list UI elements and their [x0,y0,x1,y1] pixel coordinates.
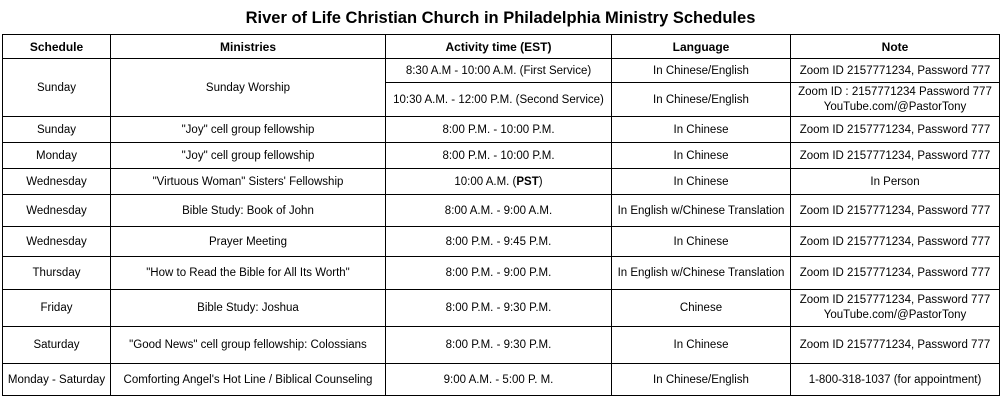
ministry-cell: "Joy" cell group fellowship [111,143,386,169]
time-cell: 8:00 P.M. - 9:30 P.M. [386,327,612,364]
note-cell: Zoom ID 2157771234, Password 777 [791,59,1000,83]
header-row [3,35,1000,59]
language-cell: Chinese [612,290,791,327]
header-ministries: Ministries [111,35,386,59]
time-cell: 8:00 P.M. - 10:00 P.M. [386,117,612,143]
language-cell: In Chinese [612,143,791,169]
note-cell [791,83,1000,117]
timezone-text: PST [516,175,539,188]
time-cell: 9:00 A.M. - 5:00 P. M. [386,364,612,396]
table-row [3,257,1000,290]
language-cell: In Chinese/English [612,364,791,396]
ministry-cell: Bible Study: Joshua [111,290,386,327]
note-cell: Zoom ID 2157771234, Password 777 [791,257,1000,290]
time-cell: 8:30 A.M - 10:00 A.M. (First Service) [386,59,612,83]
youtube-link: YouTube.com/@PastorTony [823,309,967,321]
schedule-cell: Thursday [3,257,111,290]
ministry-cell: "Good News" cell group fellowship: Colossians [111,327,386,364]
time-cell: 8:00 A.M. - 9:00 A.M. [386,195,612,227]
note-cell: Zoom ID 2157771234, Password 777 [791,143,1000,169]
ministry-cell: "How to Read the Bible for All Its Worth" [111,257,386,290]
language-cell: In Chinese [612,169,791,195]
language-cell: In English w/Chinese Translation [612,195,791,227]
table-row [3,143,1000,169]
header-activity-time: Activity time (EST) [386,35,612,59]
language-cell: In Chinese [612,227,791,257]
time-cell [386,169,612,195]
table-row [3,290,1000,327]
time-cell: 8:00 P.M. - 9:30 P.M. [386,290,612,327]
note-cell [791,290,1000,327]
table-row [3,169,1000,195]
ministry-cell: Sunday Worship [111,59,386,117]
youtube-link: YouTube.com/@PastorTony [823,100,967,113]
language-cell: In Chinese [612,327,791,364]
table-row [3,227,1000,257]
language-cell: In Chinese [612,117,791,143]
page-title: River of Life Christian Church in Philadelphia Ministry Schedules [245,9,756,27]
schedule-table [2,34,1000,396]
language-cell: In Chinese/English [612,83,791,117]
time-text: 10:00 A.M. ( [454,175,517,188]
table-row [3,327,1000,364]
table-row [3,364,1000,396]
language-cell: In Chinese/English [612,59,791,83]
note-cell: Zoom ID 2157771234, Password 777 [791,117,1000,143]
schedule-cell: Wednesday [3,227,111,257]
note-cell: In Person [791,169,1000,195]
ministry-cell: Prayer Meeting [111,227,386,257]
schedule-cell: Wednesday [3,169,111,195]
ministry-cell: "Virtuous Woman" Sisters' Fellowship [111,169,386,195]
ministry-cell: "Joy" cell group fellowship [111,117,386,143]
note-cell: 1-800-318-1037 (for appointment) [791,364,1000,396]
table-row [3,195,1000,227]
schedule-cell: Saturday [3,327,111,364]
header-schedule: Schedule [3,35,111,59]
note-cell: Zoom ID 2157771234, Password 777 [791,227,1000,257]
note-cell: Zoom ID 2157771234, Password 777 [791,195,1000,227]
time-cell: 8:00 P.M. - 9:45 P.M. [386,227,612,257]
time-cell: 10:30 A.M. - 12:00 P.M. (Second Service) [386,83,612,117]
table-row [3,59,1000,83]
schedule-cell: Sunday [3,59,111,117]
time-cell: 8:00 P.M. - 10:00 P.M. [386,143,612,169]
schedule-cell: Monday [3,143,111,169]
language-cell: In English w/Chinese Translation [612,257,791,290]
time-text: ) [538,175,543,188]
note-line: Zoom ID : 2157771234 Password 777 [798,85,992,98]
schedule-cell: Friday [3,290,111,327]
schedule-cell: Monday - Saturday [3,364,111,396]
schedule-cell: Sunday [3,117,111,143]
ministry-cell: Comforting Angel's Hot Line / Biblical Counseling [111,364,386,396]
note-line: Zoom ID 2157771234, Password 777 [799,294,991,306]
schedule-cell: Wednesday [3,195,111,227]
header-language: Language [612,35,791,59]
note-cell: Zoom ID 2157771234, Password 777 [791,327,1000,364]
time-cell: 8:00 P.M. - 9:00 P.M. [386,257,612,290]
ministry-cell: Bible Study: Book of John [111,195,386,227]
table-row [3,117,1000,143]
header-note: Note [791,35,1000,59]
